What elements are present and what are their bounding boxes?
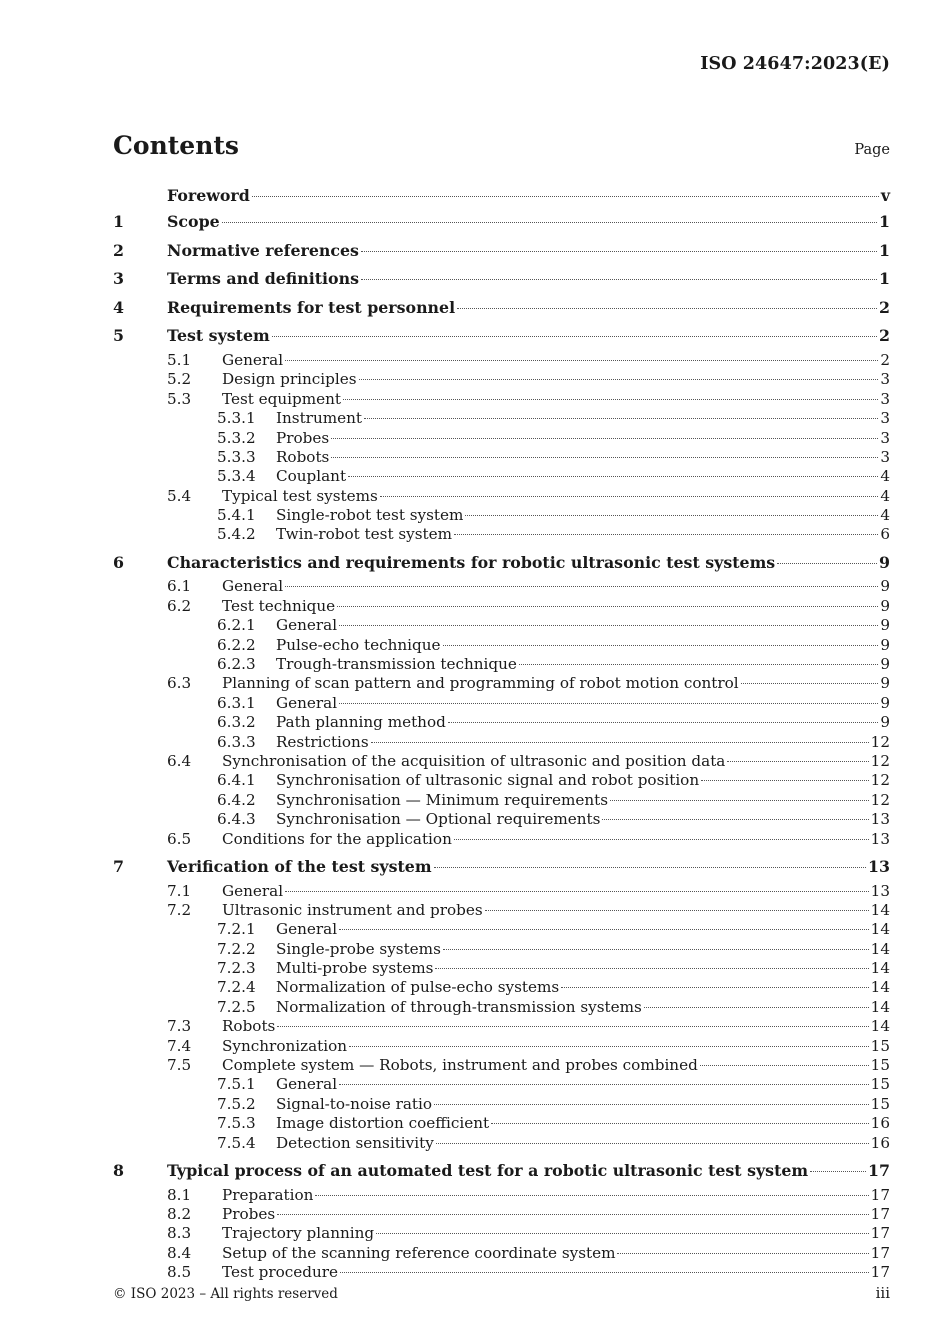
table-of-contents — [113, 184, 890, 1283]
toc-entry-title[interactable]: Verification of the test system — [167, 856, 432, 876]
dot-leader — [435, 968, 868, 969]
dot-leader — [315, 1195, 868, 1196]
toc-entry[interactable] — [113, 959, 890, 978]
dot-leader — [222, 222, 877, 223]
dot-leader — [285, 891, 869, 892]
toc-entry-title[interactable]: Test procedure — [222, 1263, 339, 1282]
toc-entry-number: 6.2.3 — [217, 655, 256, 674]
toc-entry-title[interactable]: Normalization of pulse-echo systems — [276, 978, 560, 997]
toc-entry[interactable] — [113, 1114, 890, 1133]
dot-leader — [741, 683, 879, 684]
dot-leader — [339, 929, 869, 930]
toc-entry-title[interactable]: Typical process of an automated test for a robotic ultrasonic test system — [167, 1161, 809, 1180]
toc-entry-title[interactable]: Normative references — [167, 240, 359, 260]
toc-entry-page: 14 — [870, 978, 890, 997]
dot-leader — [252, 196, 879, 197]
toc-entry[interactable] — [113, 1205, 890, 1224]
toc-entry-page: 2 — [880, 350, 890, 369]
dot-leader — [277, 1214, 869, 1215]
toc-entry[interactable] — [113, 1056, 890, 1075]
toc-entry-number: 3 — [113, 269, 124, 289]
toc-entry-title[interactable]: Signal-to-noise ratio — [276, 1094, 432, 1113]
toc-entry-title[interactable]: Preparation — [222, 1185, 314, 1204]
copyright-notice: © ISO 2023 – All rights reserved — [113, 1286, 338, 1302]
toc-entry-number: 5.4.2 — [217, 525, 256, 544]
dot-leader — [340, 1272, 869, 1273]
dot-leader — [701, 780, 869, 781]
toc-entry-page: 9 — [880, 596, 890, 615]
toc-entry-title[interactable]: Planning of scan pattern and programming of robot motion control — [222, 674, 739, 693]
toc-entry-number: 8.2 — [167, 1204, 192, 1223]
toc-entry[interactable] — [113, 655, 890, 674]
toc-entry[interactable] — [113, 322, 890, 351]
dot-leader — [602, 819, 868, 820]
dot-leader — [700, 1065, 869, 1066]
dot-leader — [376, 1233, 869, 1234]
toc-entry[interactable] — [113, 853, 890, 882]
dot-leader — [561, 987, 868, 988]
toc-entry-page: 14 — [870, 920, 890, 939]
toc-entry-title[interactable]: Couplant — [276, 467, 347, 486]
toc-entry-title[interactable]: Probes — [276, 428, 330, 447]
toc-entry-number: 6.3.1 — [217, 693, 256, 712]
toc-entry-number: 7.4 — [167, 1036, 192, 1055]
toc-entry-page: 6 — [880, 525, 890, 544]
toc-entry[interactable] — [113, 549, 890, 578]
toc-entry-title[interactable]: Instrument — [276, 409, 362, 428]
toc-entry[interactable] — [113, 577, 890, 596]
toc-entry-title[interactable]: Setup of the scanning reference coordinate system — [222, 1243, 616, 1262]
toc-entry[interactable] — [113, 830, 890, 849]
toc-entry-page: 9 — [880, 635, 890, 654]
toc-entry[interactable] — [113, 733, 890, 752]
toc-entry[interactable] — [113, 448, 890, 467]
toc-entry-page: 17 — [870, 1185, 890, 1204]
toc-entry-page: 2 — [879, 326, 890, 346]
toc-entry-number: 4 — [113, 297, 124, 317]
toc-entry-number: 6.4 — [167, 751, 192, 770]
page-column-label: Page — [854, 142, 890, 158]
toc-entry-title[interactable]: Synchronization — [222, 1036, 348, 1055]
toc-entry[interactable] — [113, 810, 890, 829]
dot-leader — [277, 1026, 868, 1027]
toc-entry-page: 17 — [868, 1161, 890, 1180]
toc-entry-title[interactable]: Single-probe systems — [276, 939, 441, 958]
toc-entry[interactable] — [113, 184, 890, 208]
dot-leader — [380, 496, 879, 497]
dot-leader — [610, 800, 869, 801]
toc-entry[interactable] — [113, 998, 890, 1017]
toc-entry-number: 5.1 — [167, 350, 192, 369]
toc-entry-title[interactable]: Conditions for the application — [222, 829, 452, 848]
dot-leader — [434, 1104, 869, 1105]
toc-entry-number: 7.2.1 — [217, 920, 256, 939]
toc-entry[interactable] — [113, 1157, 890, 1186]
dot-leader — [617, 1253, 868, 1254]
toc-entry[interactable] — [113, 237, 890, 266]
toc-entry[interactable] — [113, 752, 890, 771]
toc-entry-title[interactable]: Synchronisation — Minimum requirements — [276, 790, 609, 809]
toc-entry-number: 5.3.4 — [217, 467, 256, 486]
toc-entry-number: 7.2 — [167, 900, 192, 919]
dot-leader — [727, 761, 868, 762]
toc-entry-title[interactable]: Trajectory planning — [222, 1224, 375, 1243]
dot-leader — [465, 515, 878, 516]
dot-leader — [443, 949, 869, 950]
toc-entry-number: 5 — [113, 326, 124, 346]
toc-entry-number: 6.2.1 — [217, 616, 256, 635]
toc-entry-number: 8.5 — [167, 1263, 192, 1282]
toc-entry-title[interactable]: Synchronisation of the acquisition of ultrasonic and position data — [222, 751, 726, 770]
toc-entry-title[interactable]: General — [222, 577, 284, 596]
toc-entry-page: 3 — [880, 409, 890, 428]
toc-entry-number: 6.2 — [167, 596, 192, 615]
toc-entry-page: 17 — [870, 1243, 890, 1262]
toc-entry-title[interactable]: Single-robot test system — [276, 506, 464, 525]
toc-entry-number: 6.4.1 — [217, 771, 256, 790]
toc-entry-page: 13 — [870, 829, 890, 848]
toc-entry-title[interactable]: Requirements for test personnel — [167, 297, 456, 317]
toc-entry-page: 14 — [870, 900, 890, 919]
dot-leader — [337, 606, 878, 607]
toc-entry-title[interactable]: Trough-transmission technique — [276, 655, 517, 674]
dot-leader — [361, 279, 877, 280]
toc-entry-number: 7.5.2 — [217, 1094, 256, 1113]
toc-entry[interactable] — [113, 882, 890, 901]
toc-entry-number: 5.4.1 — [217, 506, 256, 525]
toc-entry-page: 1 — [879, 269, 890, 289]
toc-entry[interactable] — [113, 467, 890, 486]
toc-entry-title[interactable]: General — [276, 1075, 338, 1094]
toc-entry-title[interactable]: Test system — [167, 326, 270, 346]
dot-leader — [359, 379, 879, 380]
toc-entry-page: 9 — [879, 552, 890, 572]
toc-entry[interactable] — [113, 429, 890, 448]
toc-entry[interactable] — [113, 294, 890, 323]
toc-entry[interactable] — [113, 771, 890, 790]
dot-leader — [436, 1143, 869, 1144]
toc-entry-number: 5.4 — [167, 486, 192, 505]
toc-entry[interactable] — [113, 351, 890, 370]
toc-entry[interactable] — [113, 597, 890, 616]
toc-entry-number: 5.2 — [167, 370, 192, 389]
dot-leader — [331, 438, 878, 439]
toc-entry[interactable] — [113, 636, 890, 655]
toc-entry[interactable] — [113, 694, 890, 713]
toc-entry-number: 6.2.2 — [217, 635, 256, 654]
toc-entry[interactable] — [113, 390, 890, 409]
toc-entry-title[interactable]: Synchronisation — Optional requirements — [276, 810, 601, 829]
toc-entry-number: 6.3.2 — [217, 713, 256, 732]
toc-entry-number: 7.5 — [167, 1056, 192, 1075]
toc-entry-page: 16 — [870, 1114, 890, 1133]
toc-entry-number: 7.5.3 — [217, 1114, 256, 1133]
toc-entry-page: 13 — [870, 810, 890, 829]
contents-heading: Contents — [113, 131, 240, 160]
toc-entry-page: 15 — [870, 1094, 890, 1113]
toc-entry-page: 4 — [880, 506, 890, 525]
toc-entry-number: 7.3 — [167, 1017, 192, 1036]
dot-leader — [339, 625, 878, 626]
dot-leader — [454, 534, 878, 535]
toc-entry-number: 6.3.3 — [217, 732, 256, 751]
toc-entry-title[interactable]: Path planning method — [276, 713, 446, 732]
document-id: ISO 24647:2023(E) — [700, 54, 890, 74]
dot-leader — [272, 336, 877, 337]
toc-entry-title[interactable]: Normalization of through-transmission systems — [276, 997, 642, 1016]
toc-entry-number: 7.2.4 — [217, 978, 256, 997]
dot-leader — [777, 563, 877, 564]
dot-leader — [285, 586, 878, 587]
toc-entry-number: 7 — [113, 856, 124, 876]
toc-entry[interactable] — [113, 1186, 890, 1205]
toc-entry-title[interactable]: Detection sensitivity — [276, 1133, 434, 1152]
toc-entry-page: 1 — [879, 212, 890, 231]
dot-leader — [371, 742, 869, 743]
toc-entry[interactable] — [113, 1037, 890, 1056]
toc-entry-page: 2 — [879, 297, 890, 317]
toc-entry-page: v — [880, 186, 890, 205]
toc-entry-page: 4 — [880, 486, 890, 505]
toc-entry-number: 7.1 — [167, 881, 192, 900]
toc-entry[interactable] — [113, 265, 890, 294]
toc-entry-number: 7.5.4 — [217, 1133, 256, 1152]
toc-entry-number: 6.1 — [167, 577, 192, 596]
toc-entry-number: 6.5 — [167, 829, 192, 848]
toc-entry-title[interactable]: General — [222, 881, 284, 900]
toc-entry[interactable] — [113, 1244, 890, 1263]
toc-entry-title[interactable]: Synchronisation of ultrasonic signal and robot position — [276, 771, 700, 790]
toc-entry-page: 14 — [870, 1017, 890, 1036]
toc-entry-page: 9 — [880, 674, 890, 693]
toc-entry-number: 8 — [113, 1161, 124, 1180]
toc-entry-title[interactable]: Robots — [222, 1017, 276, 1036]
toc-entry[interactable] — [113, 978, 890, 997]
toc-entry-number: 7.5.1 — [217, 1075, 256, 1094]
toc-entry-number: 7.2.5 — [217, 997, 256, 1016]
dot-leader — [349, 1046, 869, 1047]
toc-entry-number: 5.3.1 — [217, 409, 256, 428]
toc-entry[interactable] — [113, 1134, 890, 1153]
toc-entry[interactable] — [113, 1224, 890, 1243]
dot-leader — [331, 457, 878, 458]
toc-entry-number: 8.1 — [167, 1185, 192, 1204]
toc-entry-title[interactable]: General — [276, 616, 338, 635]
dot-leader — [361, 251, 877, 252]
toc-entry-title[interactable]: Pulse-echo technique — [276, 635, 441, 654]
dot-leader — [434, 867, 866, 868]
toc-entry-page: 3 — [880, 447, 890, 466]
toc-entry-number: 2 — [113, 240, 124, 260]
toc-entry-page: 12 — [870, 771, 890, 790]
toc-entry[interactable] — [113, 1263, 890, 1282]
toc-entry-page: 13 — [868, 856, 890, 876]
toc-entry-page: 9 — [880, 616, 890, 635]
toc-entry-number: 8.4 — [167, 1243, 192, 1262]
dot-leader — [343, 399, 878, 400]
toc-entry-title[interactable]: Image distortion coefficient — [276, 1114, 490, 1133]
toc-entry-title[interactable]: General — [276, 920, 338, 939]
toc-entry-page: 9 — [880, 713, 890, 732]
toc-entry-title[interactable]: Test equipment — [222, 389, 342, 408]
toc-entry-title[interactable]: Design principles — [222, 370, 357, 389]
toc-entry-page: 14 — [870, 959, 890, 978]
toc-entry-page: 15 — [870, 1036, 890, 1055]
toc-entry[interactable] — [113, 1017, 890, 1036]
toc-entry[interactable] — [113, 506, 890, 525]
dot-leader — [644, 1007, 869, 1008]
dot-leader — [448, 722, 879, 723]
toc-entry[interactable] — [113, 940, 890, 959]
toc-entry[interactable] — [113, 920, 890, 939]
toc-entry[interactable] — [113, 525, 890, 544]
toc-entry-number: 6.4.3 — [217, 810, 256, 829]
dot-leader — [454, 839, 869, 840]
toc-entry-page: 12 — [870, 751, 890, 770]
toc-entry-page: 16 — [870, 1133, 890, 1152]
toc-entry-title[interactable]: Test technique — [222, 596, 336, 615]
toc-entry-page: 9 — [880, 693, 890, 712]
dot-leader — [443, 645, 879, 646]
toc-entry-title[interactable]: Probes — [222, 1204, 276, 1223]
toc-entry-title[interactable]: Terms and definitions — [167, 269, 359, 289]
toc-entry[interactable] — [113, 901, 890, 920]
toc-entry-page: 3 — [880, 370, 890, 389]
dot-leader — [457, 308, 877, 309]
dot-leader — [364, 418, 878, 419]
dot-leader — [285, 360, 878, 361]
toc-entry-title[interactable]: Scope — [167, 212, 220, 231]
toc-entry-number: 6.3 — [167, 674, 192, 693]
dot-leader — [339, 1084, 869, 1085]
toc-entry-number: 1 — [113, 212, 124, 231]
toc-entry-page: 12 — [870, 790, 890, 809]
toc-entry-page: 15 — [870, 1056, 890, 1075]
toc-entry-page: 3 — [880, 389, 890, 408]
dot-leader — [339, 703, 878, 704]
toc-entry-title[interactable]: Multi-probe systems — [276, 959, 434, 978]
dot-leader — [519, 664, 878, 665]
toc-entry-number: 8.3 — [167, 1224, 192, 1243]
toc-entry-number: 5.3.2 — [217, 428, 256, 447]
toc-entry-title[interactable]: Foreword — [167, 186, 250, 205]
toc-entry-page: 4 — [880, 467, 890, 486]
toc-entry-page: 1 — [879, 240, 890, 260]
toc-entry-page: 13 — [870, 881, 890, 900]
toc-entry-title[interactable]: General — [222, 350, 284, 369]
toc-entry-page: 12 — [870, 732, 890, 751]
toc-entry-title[interactable]: General — [276, 693, 338, 712]
toc-entry-title[interactable]: Ultrasonic instrument and probes — [222, 900, 483, 919]
toc-entry-page: 14 — [870, 939, 890, 958]
toc-entry[interactable] — [113, 713, 890, 732]
toc-entry-page: 3 — [880, 428, 890, 447]
toc-entry-title[interactable]: Twin-robot test system — [276, 525, 453, 544]
toc-entry[interactable] — [113, 208, 890, 237]
toc-entry-number: 5.3 — [167, 389, 192, 408]
toc-entry[interactable] — [113, 409, 890, 428]
toc-entry-title[interactable]: Restrictions — [276, 732, 369, 751]
toc-entry-page: 17 — [870, 1204, 890, 1223]
toc-entry-number: 6.4.2 — [217, 790, 256, 809]
dot-leader — [348, 476, 878, 477]
toc-entry[interactable] — [113, 674, 890, 693]
toc-entry-page: 14 — [870, 997, 890, 1016]
toc-entry-page: 17 — [870, 1224, 890, 1243]
toc-entry-number: 7.2.3 — [217, 959, 256, 978]
dot-leader — [810, 1171, 866, 1172]
toc-entry-page: 9 — [880, 577, 890, 596]
toc-entry-page: 9 — [880, 655, 890, 674]
toc-entry-number: 6 — [113, 552, 124, 572]
dot-leader — [485, 910, 869, 911]
page-number: iii — [875, 1284, 890, 1302]
toc-entry-number: 7.2.2 — [217, 939, 256, 958]
toc-entry-title[interactable]: Characteristics and requirements for robotic ultrasonic test systems — [167, 552, 776, 572]
toc-entry[interactable] — [113, 487, 890, 506]
toc-entry[interactable] — [113, 791, 890, 810]
toc-entry[interactable] — [113, 616, 890, 635]
toc-entry-page: 17 — [870, 1263, 890, 1282]
toc-entry-page: 15 — [870, 1075, 890, 1094]
toc-entry-title[interactable]: Complete system — Robots, instrument and probes combined — [222, 1056, 698, 1075]
toc-entry[interactable] — [113, 1095, 890, 1114]
toc-entry[interactable] — [113, 370, 890, 389]
toc-entry-title[interactable]: Robots — [276, 447, 330, 466]
toc-entry-title[interactable]: Typical test systems — [222, 486, 378, 505]
toc-entry-number: 5.3.3 — [217, 447, 256, 466]
toc-entry[interactable] — [113, 1075, 890, 1094]
dot-leader — [491, 1123, 869, 1124]
